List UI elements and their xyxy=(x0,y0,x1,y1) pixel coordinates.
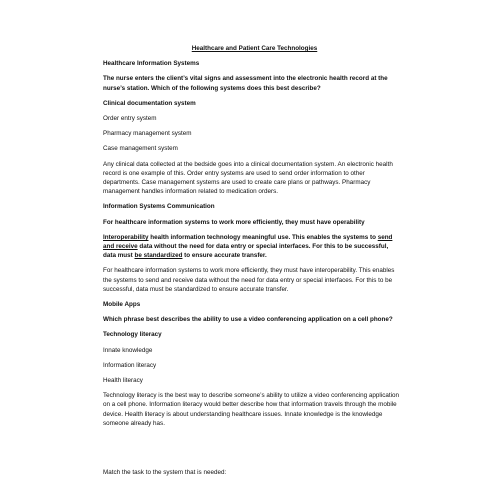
answer-option-1: Clinical documentation system xyxy=(103,99,196,107)
answer-term-send-receive: send and receive xyxy=(103,233,393,251)
answer-option-2: Innate knowledge xyxy=(103,346,153,354)
answer-term-interoperability: Interoperability xyxy=(103,233,149,241)
explanation-1: Any clinical data collected at the bedside goes into a clinical documentation system. An electronic health record is one example of this. Order entry systems are used to send order information to other departments. Case management systems are used to create care plans or pathways. Pharmacy management handles information related to medication orders. xyxy=(103,160,393,196)
answer-option-1: Technology literacy xyxy=(103,331,162,339)
section-heading-information-systems-communication: Information Systems Communication xyxy=(103,203,215,211)
question-2: For healthcare information systems to work more efficiently, they must have operability xyxy=(103,218,365,226)
match-task-prompt: Match the task to the system that is needed: xyxy=(103,469,227,477)
answer-2 xyxy=(103,233,400,261)
explanation-3: Technology literacy is the best way to describe someone’s ability to utilize a video conferencing application on a cell phone. Information literacy would better describe how that information travels through the mobile device. Health literacy is about understanding healthcare issues. Innate knowledge is the knowledge someone already has. xyxy=(103,392,400,427)
section-heading-healthcare-information-systems: Healthcare Information Systems xyxy=(103,60,200,68)
question-3: Which phrase best describes the ability to use a video conferencing application on a cell phone? xyxy=(103,316,393,324)
document-title: Healthcare and Patient Care Technologies xyxy=(191,45,318,52)
answer-option-4: Case management system xyxy=(103,145,178,153)
answer-text-c: to ensure accurate transfer. xyxy=(182,252,267,260)
answer-option-4: Health literacy xyxy=(103,377,143,385)
explanation-2: For healthcare information systems to work more efficiently, they must have interoperability. This enables the systems to send and receive data without the need for data entry or special interfaces. For this to be successful, data must be standardized to ensure accurate transfer. xyxy=(103,267,395,293)
answer-text-a: health information technology meaningful use. This enables the systems to xyxy=(148,233,378,241)
answer-term-standardized: be standardized xyxy=(134,252,183,260)
answer-text-b: data without the need for data entry or special interfaces. For this to be successful, data must xyxy=(103,243,389,260)
blank-space xyxy=(103,434,400,468)
answer-option-3: Pharmacy management system xyxy=(103,130,192,138)
answer-option-3: Information literacy xyxy=(103,361,157,369)
question-1: The nurse enters the client’s vital signs and assessment into the electronic health record at the nurse’s station. Which of the following systems does this best describe? xyxy=(103,75,388,92)
answer-option-2: Order entry system xyxy=(103,115,157,123)
section-heading-mobile-apps: Mobile Apps xyxy=(103,301,141,309)
